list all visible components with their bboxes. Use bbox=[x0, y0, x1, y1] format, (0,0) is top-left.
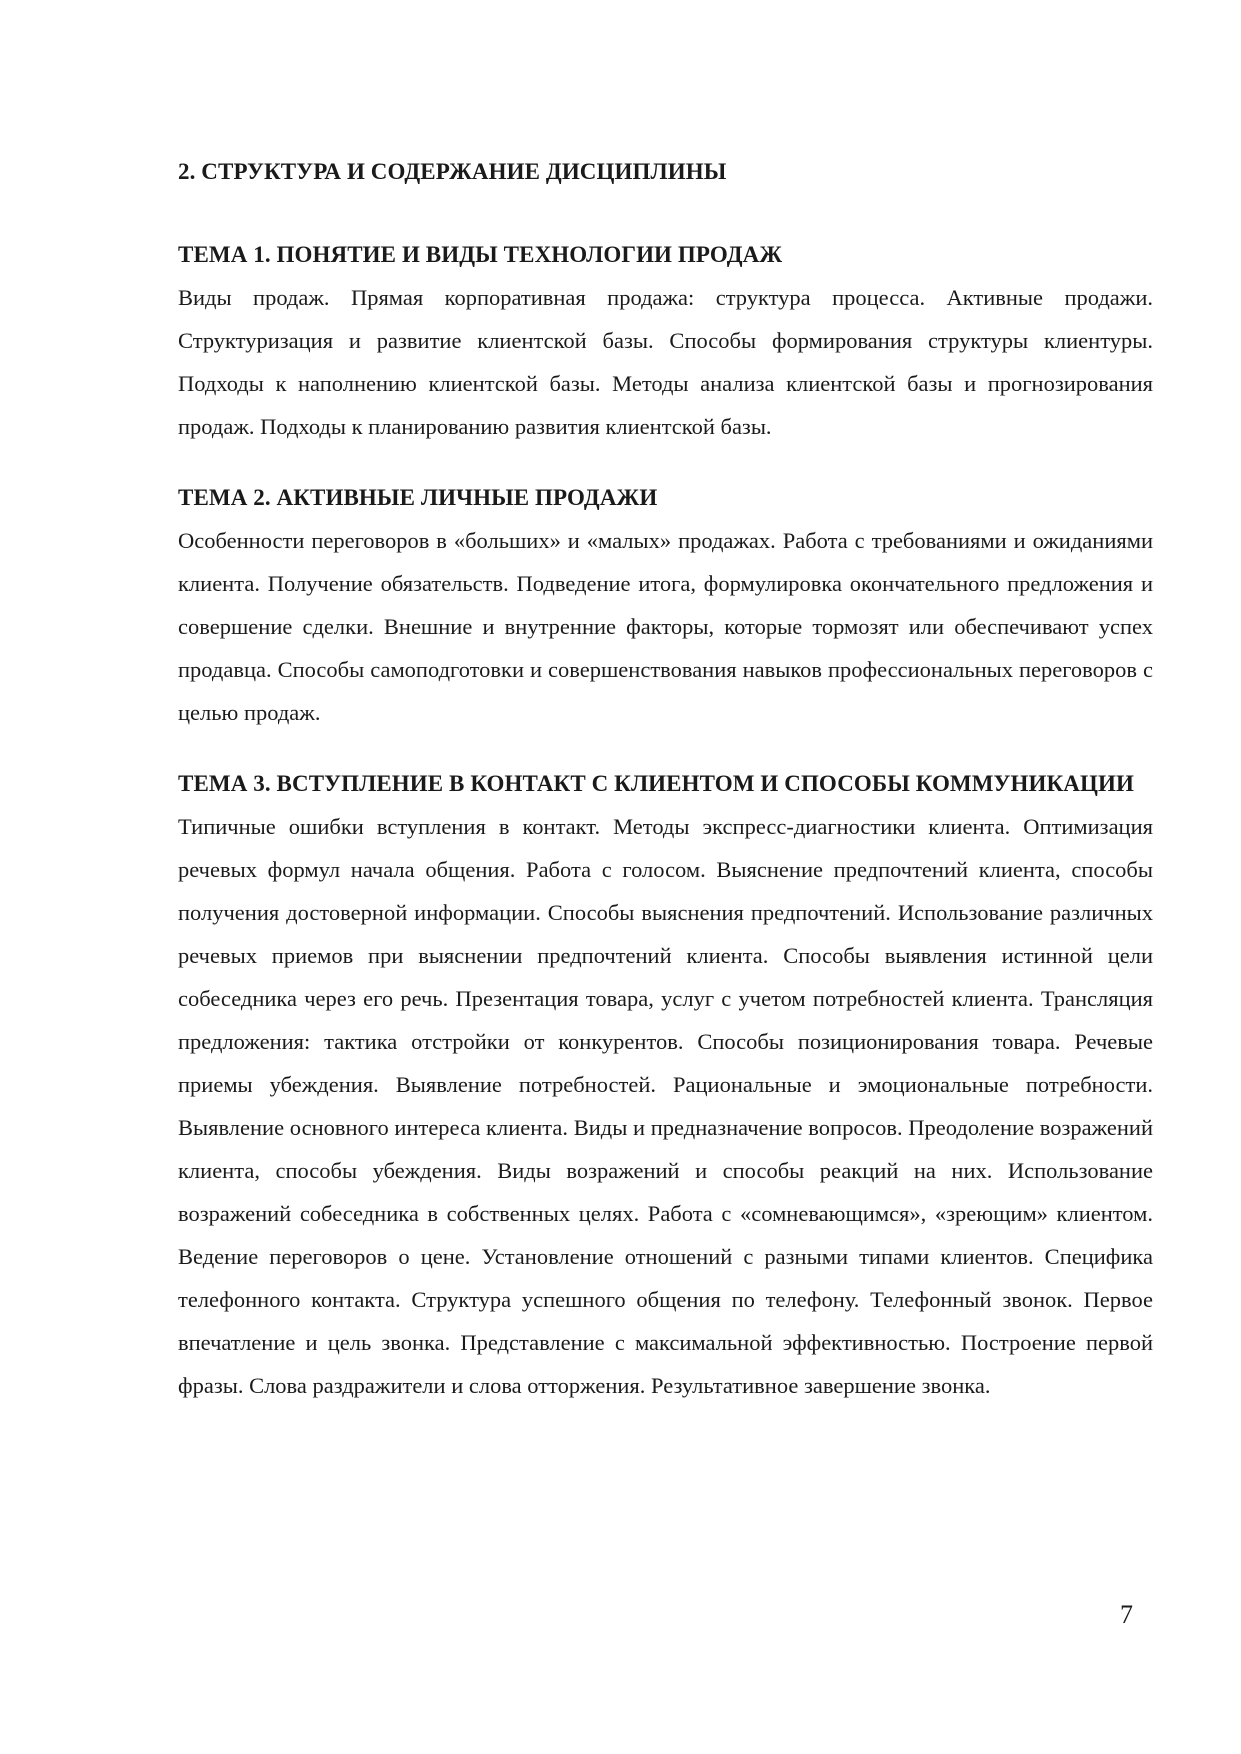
section-title: 2. СТРУКТУРА И СОДЕРЖАНИЕ ДИСЦИПЛИНЫ bbox=[178, 159, 727, 184]
document-page bbox=[178, 150, 1153, 1435]
topic-3 bbox=[178, 762, 1153, 1407]
topic-2 bbox=[178, 476, 1153, 734]
topic-2-body: Особенности переговоров в «больших» и «малых» продажах. Работа с требованиями и ожиданиями клиента. Получение обязательств. Подведение итога, формулировка окончательного предложения и совершение сделки. Внешние и внутренние факторы, которые тормозят или обеспечивают успех продавца. Способы самоподготовки и совершенствования навыков профессиональных переговоров с целью продаж. bbox=[178, 528, 1153, 725]
topic-1-body: Виды продаж. Прямая корпоративная продажа: структура процесса. Активные продажи. Структуризация и развитие клиентской базы. Способы формирования структуры клиентуры. Подходы к наполнению клиентской базы. Методы анализа клиентской базы и прогнозирования продаж. Подходы к планированию развития клиентской базы. bbox=[178, 285, 1153, 439]
topic-3-heading: ТЕМА 3. ВСТУПЛЕНИЕ В КОНТАКТ С КЛИЕНТОМ И СПОСОБЫ КОММУНИКАЦИИ bbox=[178, 771, 1134, 796]
topic-3-body: Типичные ошибки вступления в контакт. Методы экспресс-диагностики клиента. Оптимизация речевых формул начала общения. Работа с голосом. Выяснение предпочтений клиента, способы получения достоверной информации. Способы выяснения предпочтений. Использование различных речевых приемов при выяснении предпочтений клиента. Способы выявления истинной цели собеседника через его речь. Презентация товара, услуг с учетом потребностей клиента. Трансляция предложения: тактика отстройки от конкурентов. Способы позиционирования товара. Речевые приемы убеждения. Выявление потребностей. Рациональные и эмоциональные потребности. Выявление основного интереса клиента. Виды и предназначение вопросов. Преодоление возражений клиента, способы убеждения. Виды возражений и способы реакций на них. Использование возражений собеседника в собственных целях. Работа с «сомневающимся», «зреющим» клиентом. Ведение переговоров о цене. Установление отношений с разными типами клиентов. Специфика телефонного контакта. Структура успешного общения по телефону. Телефонный звонок. Первое впечатление и цель звонка. Представление с максимальной эффективностью. Построение первой фразы. Слова раздражители и слова отторжения. Результативное завершение звонка. bbox=[178, 814, 1153, 1398]
topic-1-heading: ТЕМА 1. ПОНЯТИЕ И ВИДЫ ТЕХНОЛОГИИ ПРОДАЖ bbox=[178, 242, 783, 267]
topic-1 bbox=[178, 233, 1153, 448]
page-number: 7 bbox=[1120, 1600, 1133, 1629]
topic-2-heading: ТЕМА 2. АКТИВНЫЕ ЛИЧНЫЕ ПРОДАЖИ bbox=[178, 485, 658, 510]
